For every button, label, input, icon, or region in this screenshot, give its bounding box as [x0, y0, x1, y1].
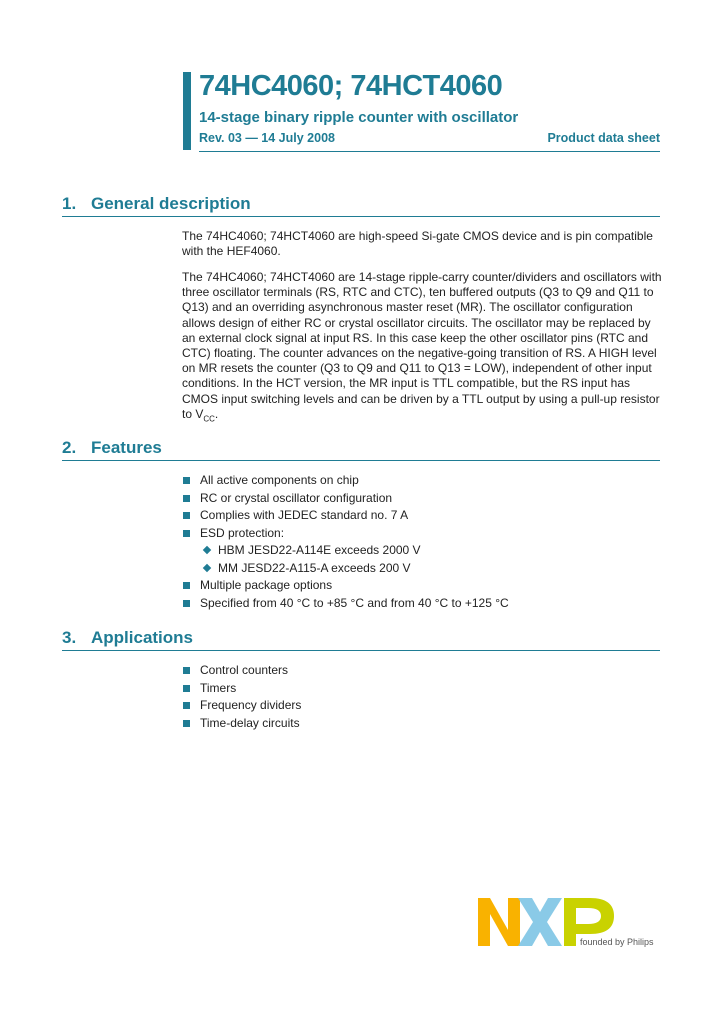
list-item-text: ESD protection: [200, 525, 285, 540]
list-item [182, 472, 660, 490]
general-description-paragraph-2 [182, 270, 662, 426]
section-title: Applications [91, 628, 194, 647]
list-item [182, 542, 660, 560]
square-bullet-icon [183, 685, 190, 692]
diamond-bullet-icon [203, 546, 211, 554]
document-title: 74HC4060; 74HCT4060 [199, 70, 503, 102]
paragraph-end: . [214, 406, 219, 421]
section-title: General description [91, 194, 251, 213]
logo-n-shape [478, 898, 520, 946]
list-item-text: Multiple package options [200, 578, 333, 592]
list-item [182, 662, 660, 680]
list-item [182, 560, 660, 578]
section-title: Features [91, 438, 162, 457]
section-divider [62, 216, 660, 217]
list-item-text: Timers [200, 680, 237, 695]
section-divider [62, 460, 660, 461]
section-divider [62, 650, 660, 651]
list-item [182, 715, 660, 733]
list-item [182, 490, 660, 508]
square-bullet-icon [183, 600, 190, 607]
list-item [182, 595, 660, 613]
features-list-continued [182, 577, 660, 612]
document-subtitle: 14-stage binary ripple counter with oscillator [199, 109, 519, 126]
square-bullet-icon [183, 720, 190, 727]
applications-list [182, 662, 660, 732]
section-number: 1. [62, 194, 77, 213]
section-features-heading [62, 438, 660, 461]
list-item-text: RC or crystal oscillator configuration [200, 490, 393, 505]
paragraph-text: The 74HC4060; 74HCT4060 are 14-stage ripple-carry counter/dividers and oscillators with three oscillator terminals (RS, RTC and CTC), ten buffered outputs (Q3 to Q9 and Q11 to Q13) and an overriding asynchronous master reset (MR). The oscillator configuration allows design of either RC or crystal oscillator circuits. The oscillator may be replaced by an external clock signal at input RS. In this case keep the other oscillator pins (RTC and CTC) floating. The counter advances on the negative-going transition of RS. A HIGH level on MR resets the counter (Q3 to Q9 and Q11 to Q13 = LOW), independent of other input conditions. In the HCT version, the MR input is TTL compatible, but the RS input has CMOS input switching levels and can be driven by a TTL output by using a pull-up resistor to V [182, 270, 662, 421]
header-divider [199, 151, 660, 152]
list-item [182, 680, 660, 698]
section-number: 2. [62, 438, 77, 457]
logo-x-shape [518, 898, 562, 946]
square-bullet-icon [183, 582, 190, 589]
section-applications-heading [62, 628, 660, 651]
square-bullet-icon [183, 477, 190, 484]
section-number: 3. [62, 628, 77, 647]
square-bullet-icon [183, 495, 190, 502]
list-item [182, 697, 660, 715]
square-bullet-icon [183, 702, 190, 709]
square-bullet-icon [183, 512, 190, 519]
list-item-text: Frequency dividers [200, 698, 302, 712]
square-bullet-icon [183, 667, 190, 674]
list-item-text: HBM JESD22-A114E exceeds 2000 V [218, 543, 421, 557]
list-item-text: All active components on chip [200, 473, 359, 487]
subscript-cc: CC [203, 414, 215, 424]
list-item-text: Specified from 40 °C to +85 °C and from 40 °C to +125 °C [200, 595, 509, 610]
revision-info: Rev. 03 — 14 July 2008 [199, 131, 335, 145]
list-item [182, 507, 660, 525]
list-item-text: Time-delay circuits [200, 715, 300, 730]
list-item-text: Control counters [200, 663, 289, 677]
esd-sublist [182, 542, 660, 577]
list-item [182, 577, 660, 595]
list-item-text: MM JESD22-A115-A exceeds 200 V [218, 560, 411, 575]
list-item-text: Complies with JEDEC standard no. 7 A [200, 508, 409, 522]
diamond-bullet-icon [203, 563, 211, 571]
section-general-description-heading [62, 194, 660, 217]
general-description-paragraph-1: The 74HC4060; 74HCT4060 are high-speed Si-gate CMOS device and is pin compatible with the HEF4060. [182, 229, 653, 259]
list-item [182, 525, 660, 543]
square-bullet-icon [183, 530, 190, 537]
logo-tagline: founded by Philips [580, 937, 654, 947]
document-type: Product data sheet [547, 131, 660, 145]
features-list [182, 472, 660, 542]
header-accent-bar [183, 72, 191, 150]
